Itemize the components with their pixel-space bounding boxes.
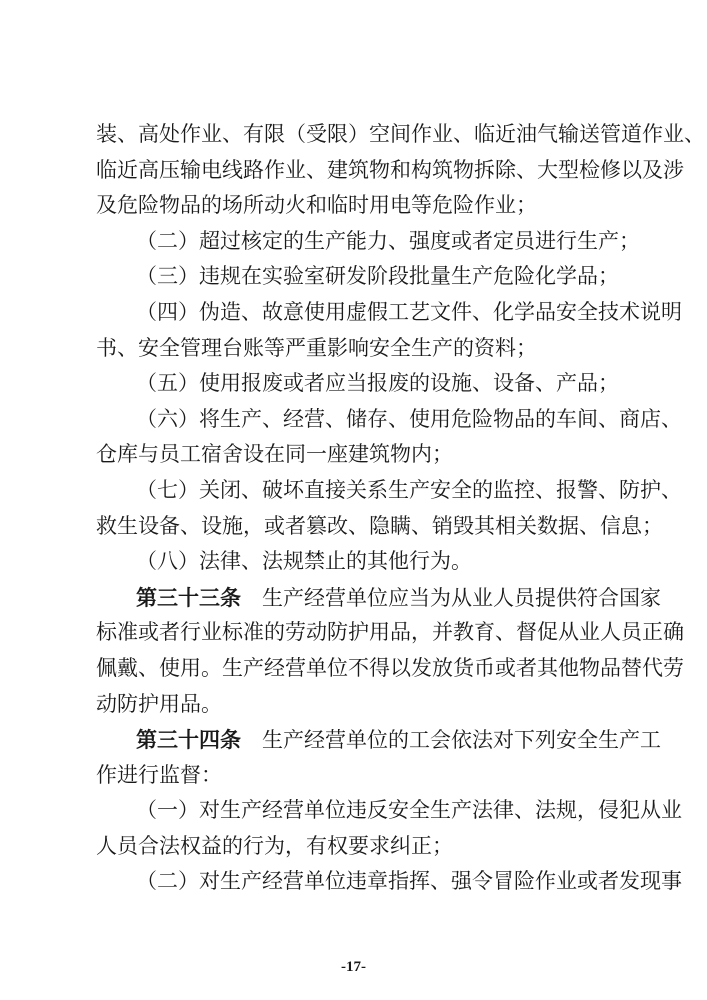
text-line <box>96 509 663 545</box>
line-text: 动防护用品。 <box>96 691 222 716</box>
line-text: 及危险物品的场所动火和临时用电等危险作业； <box>96 193 537 218</box>
text-line <box>96 331 636 367</box>
text-line <box>96 188 636 224</box>
text-line <box>96 473 682 509</box>
line-text: 书、安全管理台账等严重影响安全生产的资料； <box>96 335 537 360</box>
line-text: 救生设备、设施，或者篡改、隐瞒、销毁其相关数据、信息； <box>96 513 663 538</box>
line-text: （二）超过核定的生产能力、强度或者定员进行生产； <box>136 228 640 253</box>
line-text: （八）法律、法规禁止的其他行为。 <box>136 549 472 574</box>
line-text: 临近高压输电线路作业、建筑物和构筑物拆除、大型检修以及涉 <box>96 157 684 182</box>
page-number: -17- <box>341 959 366 975</box>
text-line <box>96 402 682 438</box>
text-line <box>96 366 636 402</box>
text-line <box>96 722 661 758</box>
text-line <box>96 687 636 723</box>
line-text: （六）将生产、经营、储存、使用危险物品的车间、商店、 <box>136 406 682 431</box>
text-line <box>96 651 684 687</box>
body-text <box>96 117 705 900</box>
line-text: 生产经营单位应当为从业人员提供符合国家 <box>241 585 661 610</box>
text-line <box>96 544 636 580</box>
line-text: 生产经营单位的工会依法对下列安全生产工 <box>241 728 661 753</box>
line-text: （三）违规在实验室研发阶段批量生产危险化学品； <box>136 264 619 289</box>
line-text: （五）使用报废或者应当报废的设施、设备、产品； <box>136 371 619 396</box>
text-line <box>96 793 682 829</box>
line-text: 人员合法权益的行为，有权要求纠正； <box>96 833 453 858</box>
article-heading: 第三十三条 <box>136 584 241 610</box>
text-line <box>96 829 636 865</box>
line-text: 作进行监督： <box>96 762 222 787</box>
text-line <box>96 615 684 651</box>
text-line <box>96 153 684 189</box>
text-line <box>96 224 640 260</box>
line-text: （四）伪造、故意使用虚假工艺文件、化学品安全技术说明 <box>136 299 682 324</box>
text-line <box>96 580 661 616</box>
text-line <box>96 295 682 331</box>
text-line <box>96 758 636 794</box>
line-text: （二）对生产经营单位违章指挥、强令冒险作业或者发现事 <box>136 869 682 894</box>
text-line <box>96 437 636 473</box>
text-line <box>96 259 636 295</box>
line-text: 装、高处作业、有限（受限）空间作业、临近油气输送管道作业、 <box>96 122 705 146</box>
article-heading: 第三十四条 <box>136 727 241 753</box>
line-text: 标准或者行业标准的劳动防护用品，并教育、督促从业人员正确 <box>96 620 684 645</box>
line-text: 仓库与员工宿舍设在同一座建筑物内； <box>96 442 453 467</box>
line-text: （一）对生产经营单位违反安全生产法律、法规，侵犯从业 <box>136 798 682 823</box>
line-text: （七）关闭、破坏直接关系生产安全的监控、报警、防护、 <box>136 477 682 502</box>
line-text: 佩戴、使用。生产经营单位不得以发放货币或者其他物品替代劳 <box>96 655 684 680</box>
text-line <box>96 864 682 900</box>
text-line <box>96 117 705 153</box>
